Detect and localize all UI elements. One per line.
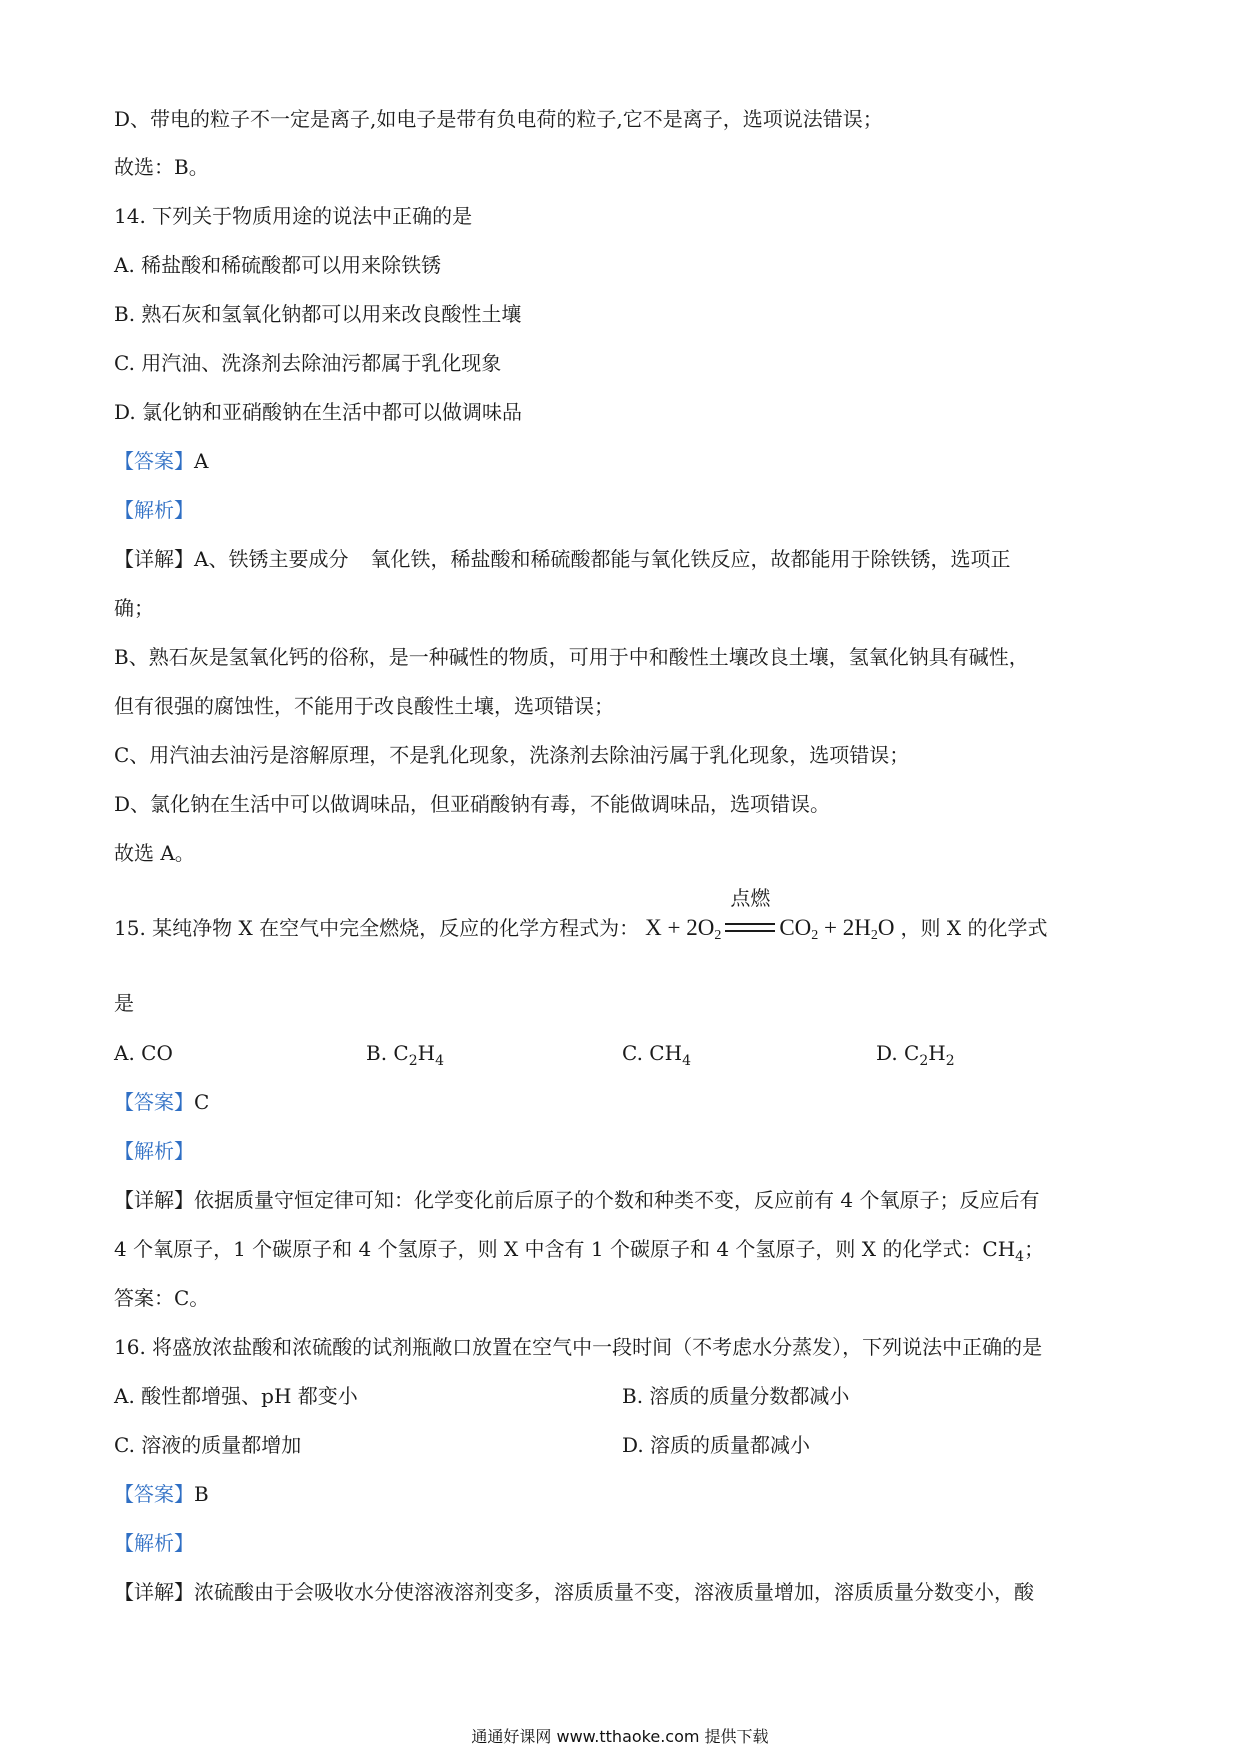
question-14-option-d: D. 氯化钠和亚硝酸钠在生活中都可以做调味品 [114, 400, 523, 424]
question-15-answer [114, 1089, 209, 1115]
analysis-tag: 【解析】 [114, 1139, 194, 1163]
question-16-option-c: C. 溶液的质量都增加 [114, 1433, 302, 1457]
question-14-option-a: A. 稀盐酸和稀硫酸都可以用来除铁锈 [114, 253, 442, 277]
question-16-answer [114, 1481, 209, 1507]
question-16-option-a: A. 酸性都增强、pH 都变小 [114, 1384, 358, 1408]
equation-product: O [877, 915, 895, 940]
page-footer: 通通好课网 www.tthaoke.com 提供下载 [471, 1727, 769, 1746]
detail-tag: 【详解】 [114, 1580, 194, 1604]
equation-product: CO [779, 915, 812, 940]
answer-value: B [194, 1482, 209, 1506]
equals-sign-icon [725, 923, 775, 932]
question-16-detail [114, 1579, 1034, 1605]
question-16-option-b: B. 溶质的质量分数都减小 [622, 1384, 850, 1408]
question-14-option-b: B. 熟石灰和氢氧化钠都可以用来改良酸性土壤 [114, 302, 522, 326]
answer-tag: 【答案】 [114, 1482, 194, 1506]
question-14-detail [114, 546, 1010, 572]
text-line: B、熟石灰是氢氧化钙的俗称，是一种碱性的物质，可用于中和酸性土壤改良土壤，氢氧化钠具有碱性， [114, 645, 1029, 669]
text-line: 确； [114, 596, 154, 620]
condition-label: 点燃 [730, 886, 771, 910]
question-15-detail [114, 1187, 1039, 1213]
question-15-stem [114, 886, 1048, 949]
equation-product: + 2H [818, 915, 871, 940]
answer-value: C [194, 1090, 210, 1114]
text-line: 故选：B。 [114, 155, 209, 179]
detail-tag: 【详解】 [114, 547, 194, 571]
text-line: C、用汽油去油污是溶解原理，不是乳化现象，洗涤剂去除油污属于乳化现象，选项错误； [114, 743, 910, 767]
question-14-analysis-tag [114, 497, 194, 523]
question-15-analysis-tag [114, 1138, 194, 1164]
chemical-equation [645, 886, 895, 949]
question-15-conclusion: 答案：C。 [114, 1286, 210, 1310]
text-line: 是 [114, 991, 134, 1015]
question-15-option-d: D. $C_2H_2$ [876, 1041, 955, 1069]
question-14-answer [114, 448, 208, 474]
question-15-option-b: B. $C_2H_4$ [366, 1041, 445, 1069]
detail-text: A、铁锈主要成分 [194, 547, 349, 571]
analysis-tag: 【解析】 [114, 1531, 194, 1555]
analysis-tag: 【解析】 [114, 498, 194, 522]
stem-text: ，则 X 的化学式 [900, 916, 1048, 940]
answer-value: A [194, 449, 209, 473]
reaction-condition [725, 886, 775, 941]
detail-text: 浓硫酸由于会吸收水分使溶液溶剂变多，溶质质量不变，溶液质量增加，溶质质量分数变小，酸 [194, 1580, 1034, 1604]
detail-tag: 【详解】 [114, 1188, 194, 1212]
question-15-option-c: C. $CH_4$ [622, 1041, 691, 1069]
text-line: 但有很强的腐蚀性，不能用于改良酸性土壤，选项错误； [114, 694, 614, 718]
stem-text: 15. 某纯净物 X 在空气中完全燃烧，反应的化学方程式为： [114, 916, 640, 940]
detail-text: 依据质量守恒定律可知：化学变化前后原子的个数和种类不变，反应前有 4 个氧原子；反应后有 [194, 1188, 1040, 1212]
answer-tag: 【答案】 [114, 1090, 194, 1114]
question-16-option-d: D. 溶质的质量都减小 [622, 1433, 811, 1457]
text-line: 4 个氧原子，1 个碳原子和 4 个氢原子，则 X 中含有 1 个碳原子和 4 个氢原子，则 X 的化学式：$CH_4$； [114, 1237, 1045, 1265]
subscript: 2 [811, 928, 819, 943]
equation-reactants: X + 2O [645, 915, 715, 940]
subscript: 2 [870, 928, 878, 943]
detail-text: 氧化铁，稀盐酸和稀硫酸都能与氧化铁反应，故都能用于除铁锈，选项正 [370, 547, 1011, 571]
question-15-option-a: A. CO [114, 1041, 173, 1065]
subscript: 2 [714, 928, 722, 943]
question-14-conclusion: 故选 A。 [114, 841, 195, 865]
text-line: D、氯化钠在生活中可以做调味品，但亚硝酸钠有毒，不能做调味品，选项错误。 [114, 792, 831, 816]
answer-tag: 【答案】 [114, 449, 194, 473]
question-16-analysis-tag [114, 1530, 194, 1556]
question-16-stem: 16. 将盛放浓盐酸和浓硫酸的试剂瓶敞口放置在空气中一段时间（不考虑水分蒸发），下列说法中正确的是 [114, 1335, 1043, 1359]
text-line: D、带电的粒子不一定是离子,如电子是带有负电荷的粒子,它不是离子，选项说法错误； [114, 107, 883, 131]
question-14-option-c: C. 用汽油、洗涤剂去除油污都属于乳化现象 [114, 351, 502, 375]
question-14-stem: 14. 下列关于物质用途的说法中正确的是 [114, 204, 473, 228]
